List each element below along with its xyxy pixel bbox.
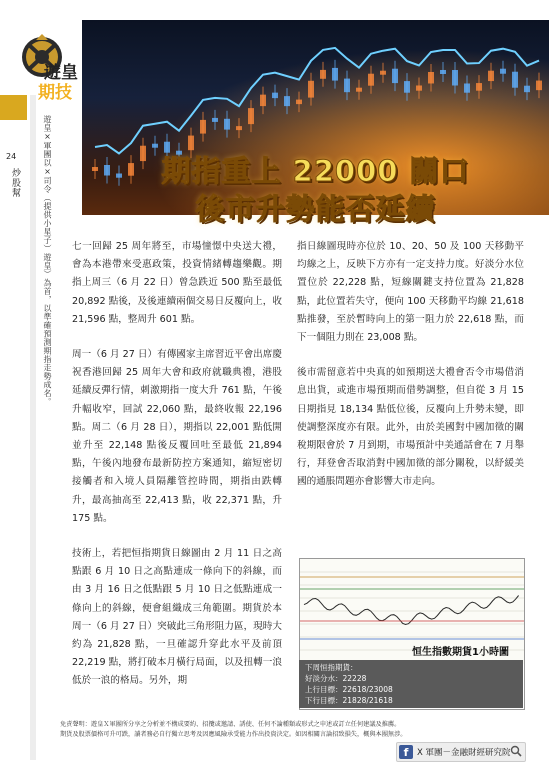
banner-candle	[440, 70, 446, 74]
headline-line-1: 期指重上 22000 關口	[161, 154, 470, 188]
banner-candle	[152, 144, 158, 148]
chart-info-line: 上行目標：22618/23008	[305, 685, 393, 694]
side-accent-bar	[0, 95, 27, 120]
section-name: 炒股幫	[10, 168, 20, 198]
banner-candle	[392, 69, 398, 83]
headline-line-2: 後市升勢能否延續	[195, 192, 436, 226]
banner-candle	[476, 83, 482, 91]
search-icon[interactable]	[510, 745, 522, 757]
chart-info-box	[299, 660, 523, 708]
banner-candle	[464, 83, 470, 92]
page-number: 24	[6, 152, 17, 161]
banner-candle	[296, 100, 302, 105]
chart-info-title: 下周恒指期貨：	[305, 663, 358, 672]
banner-candle	[332, 68, 338, 81]
side-divider	[30, 95, 36, 760]
banner-candle	[188, 136, 194, 151]
banner-candle	[380, 71, 386, 75]
banner-candle	[344, 79, 350, 93]
paragraph: 周一（6 月 27 日）有傳國家主席習近平會出席慶祝香港回歸 25 周年大會和政府就職典禮，港股延續反彈行情，刺激期指一度大升 761 點，午後升幅收窄，回試 22,060 點，最終收報 22,196 點。周二（6 月 28 日），期指以 22,001 點低開並升至 22,148 點後反覆回吐至最低 21,894 點，午後內地發布最新防控方案通知，縮短密切接觸者和入境人員隔離管控時間，期指由跌轉升，最高抽高至 22,413 點，收 22,371 點，升 175 點。	[72, 349, 282, 524]
banner-candle	[488, 71, 494, 81]
brand-column-name: 期技	[38, 83, 72, 103]
banner-candle	[320, 70, 326, 79]
disclaimer	[60, 720, 530, 740]
banner-candle	[428, 72, 434, 83]
banner-candle	[248, 108, 254, 124]
banner-candle	[200, 120, 206, 134]
banner-candle	[356, 88, 362, 92]
banner-candle	[308, 81, 314, 98]
disclaimer-line: 期貨及股票價格可升可跌，讀者務必自行獨立思考及因應風險承受能力作出投資決定。如因相關言論招致損失，概與本團無涉。	[60, 731, 407, 738]
headline	[82, 152, 549, 228]
banner-candle	[368, 74, 374, 86]
brand-name: 遊皇	[44, 63, 78, 83]
facebook-page-bar[interactable]	[396, 742, 526, 762]
banner-candle	[272, 93, 278, 98]
banner-candle	[536, 81, 542, 91]
disclaimer-line: 免責聲明：遊皇Ｘ軍團所分享之分析並不構成要約、招攬或邀請、誘使、任何不論種類或形式之申述或訂立任何建議及推薦。	[60, 721, 401, 728]
paragraph: 技術上，若把恒指期貨日線圖由 2 月 11 日之高點跟 6 月 10 日之高點連成一條向下的斜線，而由 3 月 16 日之低點跟 5 月 10 日之低點連成一條向上的斜線，便會組織成三角範圍。期貨於本周一（6 月 27 日）突破此三角形阻力區，現時大約為 21,828 點，一旦確認升穿此水平及前頂 22,219 點，將打破本月橫行局面，以及扭轉一浪低於一浪的格局。另外，期	[72, 548, 282, 687]
banner-candle	[260, 95, 266, 106]
banner-candle	[452, 70, 458, 85]
banner-candle	[404, 81, 410, 93]
banner-candle	[236, 126, 242, 130]
banner-candle	[212, 118, 218, 122]
right-column	[297, 238, 524, 509]
chart-info-line: 下行目標：21828/21618	[305, 696, 393, 705]
banner-candle	[416, 85, 422, 90]
chart-info-line: 好淡分水：22228	[305, 674, 367, 683]
paragraph: 後市需留意若中央真的如預期送大禮會否令市場借消息出貨，或進市場預期而借勢調整，但自從 3 月 15 日期指見 18,134 點低位後，反覆向上升勢未變，即使調整深度亦有限。此外，由於美國對中國加徵的關稅期限會於 7 月到期，市場預計中美通話會在 7 月舉行，拜登會否取消對中國加徵的部分關稅，以紓緩美國的通脹問題亦會影響大市走向。	[297, 367, 524, 488]
paragraph: 指日線圖現時亦位於 10、20、50 及 100 天移動平均線之上，反映下方亦有一定支持力度。好淡分水位置位於 22,228 點，短線關鍵支持位置為 21,828 點，此位置若失守，便向 100 天移動平均線 21,618 點推發，至於暫時向上的第一阻力於 22,618 點，而下一個阻力則在 23,008 點。	[297, 241, 524, 344]
banner-candle	[512, 72, 518, 88]
left-column	[72, 238, 282, 708]
banner-candle	[524, 86, 530, 92]
banner-candle	[224, 119, 230, 130]
banner-candle	[284, 96, 290, 106]
facebook-page-name: X 軍團－金融財經研究院	[417, 748, 511, 758]
banner-candle	[500, 69, 506, 74]
paragraph: 七一回歸 25 周年將至，市場憧憬中央送大禮，會為本港帶來受惠政策，投資情緒轉趨樂觀。期指上周三（6 月 22 日）曾急跌近 500 點至最低 20,892 點後，及後連續兩個交易日反覆向上，收 21,596 點，整周升 601 點。	[72, 241, 282, 325]
facebook-icon: f	[399, 745, 413, 759]
chart-label: 恒生指數期貨1小時圖	[412, 647, 509, 658]
author-note: 遊皇×軍團以×司令（提供小星子）遊皇）為首，以準確預測期指走勢成名。	[43, 115, 52, 406]
